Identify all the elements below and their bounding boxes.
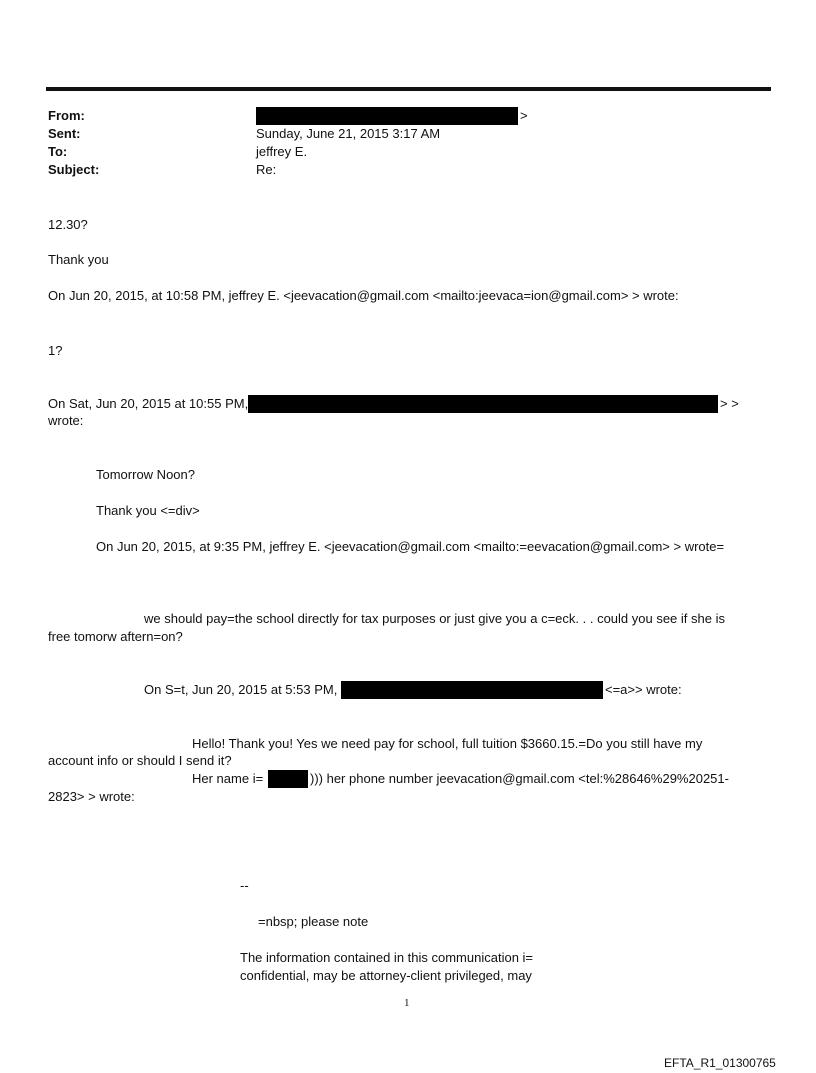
subject-value: Re: [256, 162, 277, 177]
from-value-suffix: > [520, 108, 528, 123]
page-number: 1 [404, 997, 410, 1009]
pay-line-2: free tomorw aftern=on? [48, 629, 183, 644]
header-rule [46, 87, 771, 91]
body-line-1230: 12.30? [48, 217, 88, 232]
quote-2-wrote: wrote: [48, 413, 84, 428]
redaction-quote-4 [341, 681, 603, 699]
confidential-line-2: confidential, may be attorney-client privileged, may [240, 968, 532, 983]
hello-line-2: account info or should I send it? [48, 753, 232, 768]
hello-line-1: Hello! Thank you! Yes we need pay for school, full tuition $3660.15.=Do you still have my [192, 736, 703, 751]
tomorrow-noon: Tomorrow Noon? [96, 467, 195, 482]
quote-2-suffix: > > [720, 396, 739, 411]
to-value: jeffrey E. [256, 144, 308, 159]
name-suffix: ))) her phone number jeevacation@gmail.com <tel:%28646%29%20251- [310, 771, 729, 786]
quote-4-prefix: On S=t, Jun 20, 2015 at 5:53 PM, [144, 682, 338, 697]
signature-dashes: -- [240, 878, 249, 893]
thank-you-div: Thank you <=div> [96, 503, 200, 518]
to-label: To: [48, 144, 68, 159]
sent-value: Sunday, June 21, 2015 3:17 AM [256, 126, 441, 141]
redaction-name [268, 770, 308, 788]
quote-3-header: On Jun 20, 2015, at 9:35 PM, jeffrey E. <jeevacation@gmail.com <mailto:=eevacation@gmail.com> > wrote= [96, 539, 725, 554]
quote-2-prefix: On Sat, Jun 20, 2015 at 10:55 PM, [48, 396, 249, 411]
footer-id: EFTA_R1_01300765 [664, 1056, 776, 1070]
redaction-quote-2 [248, 395, 718, 413]
quote-4-suffix: <=a>> wrote: [605, 682, 682, 697]
nbsp-note: =nbsp; please note [258, 914, 369, 929]
quote-1-header: On Jun 20, 2015, at 10:58 PM, jeffrey E. <jeevacation@gmail.com <mailto:jeevaca=ion@gmail.com> > wrote: [48, 288, 679, 303]
body-line-1: 1? [48, 343, 63, 358]
confidential-line-1: The information contained in this communication i= [240, 950, 534, 965]
phone-tail: 2823> > wrote: [48, 789, 135, 804]
pay-line-1: we should pay=the school directly for tax purposes or just give you a c=eck. . . could you see if she is [144, 611, 725, 626]
name-prefix: Her name i= [192, 771, 264, 786]
from-label: From: [48, 108, 85, 123]
redaction-from [256, 107, 518, 125]
subject-label: Subject: [48, 162, 100, 177]
body-thank-you: Thank you [48, 252, 109, 267]
sent-label: Sent: [48, 126, 81, 141]
